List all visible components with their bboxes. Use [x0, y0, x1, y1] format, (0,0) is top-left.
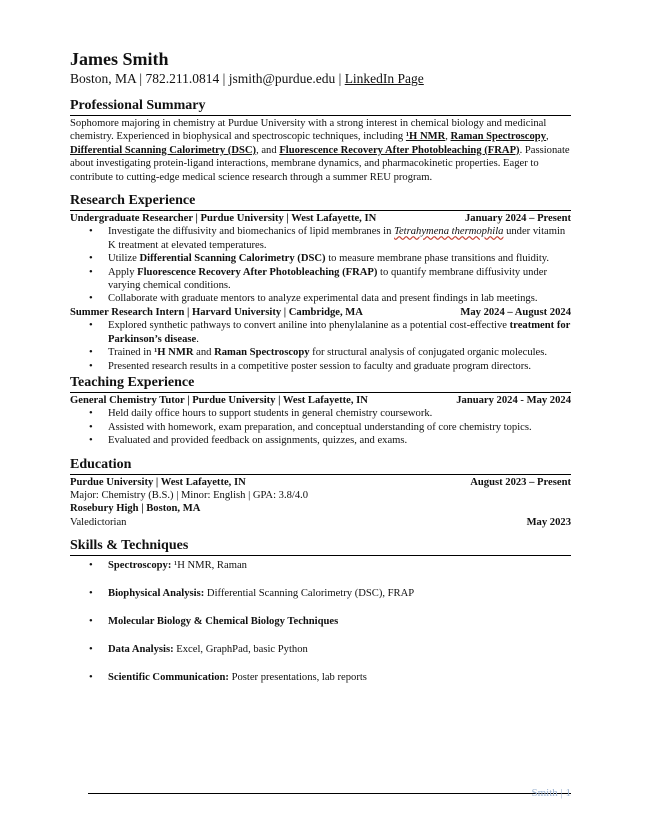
school-detail: Major: Chemistry (B.S.) | Minor: English | GPA: 3.8/4.0 — [70, 489, 309, 501]
school-detail-row — [70, 516, 571, 529]
skills-heading: Skills & Techniques — [70, 537, 571, 556]
resume-page — [70, 48, 571, 699]
summary-paragraph: Sophomore majoring in chemistry at Purdue University with a strong interest in chemical biology and medicinal chemistry. Experienced in biophysical and spectroscopic techniques, including ¹H NMR, Raman Spectroscopy, Differential Scanning Calorimetry (DSC), and Fluorescence Recovery After Photobleaching (FRAP). Passionate about investigating protein-ligand interactions, membrane dynamics, and pharmacokinetic properties. Eager to contribute to cutting-edge medical science research through a summer REU program. — [70, 118, 570, 183]
list-item: • Molecular Biology & Chemical Biology Techniques — [70, 615, 571, 628]
school-dates: August 2023 – Present — [470, 476, 571, 488]
list-item: • Spectroscopy: ¹H NMR, Raman — [70, 559, 571, 572]
footer-divider — [88, 793, 571, 794]
job-heading-row — [70, 394, 571, 407]
job-bullets — [70, 319, 571, 373]
job-title: Undergraduate Researcher | Purdue University | West Lafayette, IN — [70, 213, 377, 225]
email-text: jsmith@purdue.edu — [228, 71, 336, 86]
school-dates: May 2023 — [526, 516, 571, 528]
linkedin-link[interactable]: LinkedIn Page — [344, 71, 424, 86]
school-name: Purdue University | West Lafayette, IN — [70, 476, 246, 488]
list-item: • Held daily office hours to support students in general chemistry coursework. — [70, 407, 571, 420]
job-dates: January 2024 - May 2024 — [456, 394, 571, 406]
list-item: • Apply Fluorescence Recovery After Photobleaching (FRAP) to quantify membrane diffusivity under varying chemical conditions. — [70, 266, 571, 293]
job-heading-row — [70, 306, 571, 319]
teaching-heading: Teaching Experience — [70, 374, 571, 393]
list-item: • Evaluated and provided feedback on assignments, quizzes, and exams. — [70, 434, 571, 447]
school-detail: Valedictorian — [70, 516, 127, 528]
list-item: • Explored synthetic pathways to convert aniline into phenylalanine as a potential cost-effective treatment for Parkinson’s disease. — [70, 319, 571, 346]
candidate-name: James Smith — [70, 49, 169, 69]
list-item: • Scientific Communication: Poster presentations, lab reports — [70, 671, 571, 684]
list-item: • Assisted with homework, exam preparation, and conceptual understanding of core chemistry topics. — [70, 421, 571, 434]
list-item: • Trained in ¹H NMR and Raman Spectroscopy for structural analysis of conjugated organic molecules. — [70, 346, 571, 359]
contact-line: Boston, MA | 782.211.0814 | jsmith@purdue.edu | LinkedIn Page — [70, 71, 424, 86]
page-footer: Smith | 1 — [531, 787, 571, 799]
phone-text: 782.211.0814 — [145, 71, 220, 86]
school-name: Rosebury High | Boston, MA — [70, 503, 201, 515]
list-item: • Collaborate with graduate mentors to analyze experimental data and present findings in lab meetings. — [70, 292, 571, 305]
list-item: • Data Analysis: Excel, GraphPad, basic Python — [70, 643, 571, 656]
school-row — [70, 476, 571, 489]
job-title: Summer Research Intern | Harvard University | Cambridge, MA — [70, 306, 363, 318]
job-heading-row — [70, 212, 571, 225]
skills-list — [70, 559, 571, 684]
research-heading: Research Experience — [70, 192, 571, 211]
education-heading: Education — [70, 456, 571, 475]
job-bullets — [70, 407, 571, 447]
list-item: • Utilize Differential Scanning Calorimetry (DSC) to measure membrane phase transitions and fluidity. — [70, 252, 571, 265]
list-item: • Presented research results in a competitive poster session to faculty and graduate program directors. — [70, 360, 571, 373]
job-dates: January 2024 – Present — [464, 213, 571, 225]
location-text: Boston, MA — [70, 71, 137, 86]
list-item: • Investigate the diffusivity and biomechanics of lipid membranes in Tetrahymena thermophila under vitamin K treatment at elevated temperatures. — [70, 225, 571, 252]
summary-heading: Professional Summary — [70, 97, 571, 116]
list-item: • Biophysical Analysis: Differential Scanning Calorimetry (DSC), FRAP — [70, 587, 571, 600]
job-title: General Chemistry Tutor | Purdue University | West Lafayette, IN — [70, 394, 368, 406]
job-bullets — [70, 225, 571, 305]
school-row — [70, 502, 571, 515]
job-dates: May 2024 – August 2024 — [460, 306, 571, 318]
